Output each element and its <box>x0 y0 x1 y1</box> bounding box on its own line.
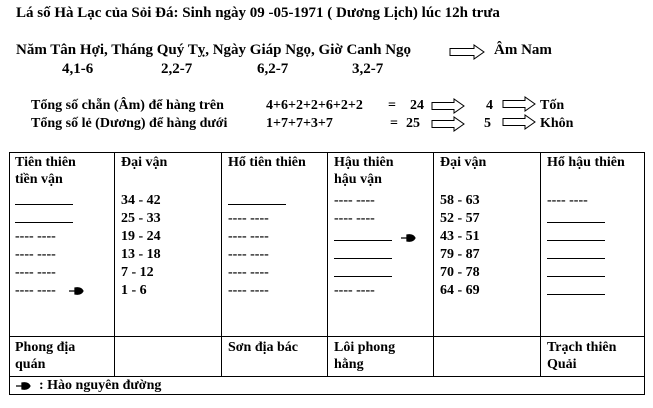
even-sum-label: Tổng số chẵn (Âm) để hàng trên <box>31 98 224 113</box>
footer-line: hằng <box>334 357 364 372</box>
arrow-right-icon <box>449 44 485 60</box>
header-line: Đại vận <box>121 155 168 170</box>
ho-tien-thien-lines <box>228 192 286 300</box>
odd-sum-label: Tổng số lẻ (Dương) để hàng dưới <box>31 116 228 131</box>
header-line: Tiên thiên <box>15 155 76 170</box>
odd-result: 5 <box>484 116 491 131</box>
hexagram-table <box>9 152 645 395</box>
odd-trigram: Khôn <box>540 116 574 131</box>
header-ho-tien-thien <box>228 154 306 171</box>
hexagram-line-solid <box>15 210 88 228</box>
footer-line: quán <box>15 357 46 372</box>
dai-van-range: 64 - 69 <box>440 283 480 298</box>
dai-van-range: 7 - 12 <box>121 265 154 280</box>
hau-thien-lines <box>334 192 420 300</box>
hexagram-line-broken <box>15 282 88 300</box>
hexagram-line-solid <box>334 264 420 282</box>
header-dai-van-1 <box>121 154 167 171</box>
header-line: hậu vận <box>334 172 382 187</box>
hexagram-line-broken: ---- ---- <box>547 193 588 208</box>
hexagram-line-solid <box>547 264 605 282</box>
legend <box>15 377 161 394</box>
hexagram-line-solid <box>547 210 605 228</box>
footer-loi-phong-hang <box>334 339 395 373</box>
hexagram-line-broken: ---- ---- <box>228 229 269 244</box>
hexagram-line-solid <box>547 246 605 264</box>
page-title: Lá số Hà Lạc của Sỏi Đá: Sinh ngày 09 -05-1971 ( Dương Lịch) lúc 12h trưa <box>16 5 500 21</box>
dai-van-range: 19 - 24 <box>121 229 161 244</box>
hexagram-line-solid <box>547 228 605 246</box>
footer-line: Lôi phong <box>334 340 396 355</box>
hexagram-line-broken: ---- ---- <box>15 229 56 244</box>
arrow-right-icon <box>502 114 536 130</box>
hexagram-line-broken: ---- ---- <box>228 265 269 280</box>
dai-van-range: 43 - 51 <box>440 229 480 244</box>
hexagram-line-solid <box>15 192 88 210</box>
header-line: Đại vận <box>440 155 487 170</box>
hexagram-line-broken: ---- ---- <box>334 193 375 208</box>
legend-text: : Hào nguyên đường <box>39 378 162 393</box>
dai-van-range: 1 - 6 <box>121 283 147 298</box>
hexagram-line-solid <box>547 282 605 300</box>
arrow-right-icon <box>502 96 536 112</box>
dai-van-2-list <box>440 192 480 300</box>
hexagram-line-broken: ---- ---- <box>334 211 375 226</box>
hexagram-line-solid <box>228 192 286 210</box>
footer-phong-dia-quan <box>15 339 75 373</box>
number-month: 2,2-7 <box>161 61 193 77</box>
header-line: Hổ hậu thiên <box>547 155 625 170</box>
footer-line: Phong địa <box>15 340 76 355</box>
header-dai-van-2 <box>440 154 486 171</box>
hexagram-line-solid <box>334 228 420 246</box>
hexagram-line-broken: ---- ---- <box>228 211 269 226</box>
header-line: Hậu thiên <box>334 155 394 170</box>
dai-van-range: 70 - 78 <box>440 265 480 280</box>
dai-van-range: 52 - 57 <box>440 211 480 226</box>
even-trigram: Tốn <box>540 98 565 113</box>
header-tien-thien <box>15 154 76 188</box>
arrow-right-icon <box>431 116 465 132</box>
broken-line-text: ---- ---- <box>15 283 56 298</box>
even-formula: 4+6+2+2+6+2+2 <box>266 98 363 113</box>
header-line: Hổ tiên thiên <box>228 155 306 170</box>
pointing-hand-icon <box>68 286 88 296</box>
header-ho-hau-thien <box>547 154 625 171</box>
number-year: 4,1-6 <box>62 61 94 77</box>
dai-van-1-list <box>121 192 161 300</box>
pointing-hand-icon <box>15 381 35 391</box>
even-result: 4 <box>486 98 493 113</box>
hexagram-line-broken: ---- ---- <box>228 283 269 298</box>
hexagram-line-broken: ---- ---- <box>15 265 56 280</box>
dai-van-range: 13 - 18 <box>121 247 161 262</box>
odd-formula: 1+7+7+3+7 <box>266 116 333 131</box>
arrow-right-icon <box>431 98 465 114</box>
hexagram-line-broken: ---- ---- <box>334 283 375 298</box>
dai-van-range: 25 - 33 <box>121 211 161 226</box>
odd-eq: = <box>390 116 398 131</box>
pointing-hand-icon <box>400 233 420 243</box>
tien-thien-lines <box>15 192 88 300</box>
even-eq: = <box>388 98 396 113</box>
header-line: tiền vận <box>15 172 63 187</box>
footer-son-dia-bac <box>228 339 298 356</box>
odd-total: 25 <box>406 116 420 131</box>
gender: Âm Nam <box>494 42 552 58</box>
dai-van-range: 34 - 42 <box>121 193 161 208</box>
hexagram-line-broken: ---- ---- <box>228 247 269 262</box>
number-hour: 3,2-7 <box>352 61 384 77</box>
dai-van-range: 79 - 87 <box>440 247 480 262</box>
footer-trach-thien-quai <box>547 339 616 373</box>
ho-hau-thien-lines <box>547 192 605 300</box>
footer-line: Trạch thiên <box>547 340 617 355</box>
stems-line: Năm Tân Hợi, Tháng Quý Tỵ, Ngày Giáp Ngọ, Giờ Canh Ngọ <box>16 42 412 58</box>
hexagram-line-broken: ---- ---- <box>15 247 56 262</box>
number-day: 6,2-7 <box>257 61 289 77</box>
header-hau-thien <box>334 154 394 188</box>
hexagram-line-solid <box>334 246 420 264</box>
footer-line: Quải <box>547 357 577 372</box>
even-total: 24 <box>410 98 424 113</box>
dai-van-range: 58 - 63 <box>440 193 480 208</box>
footer-line: Sơn địa bác <box>228 340 298 355</box>
